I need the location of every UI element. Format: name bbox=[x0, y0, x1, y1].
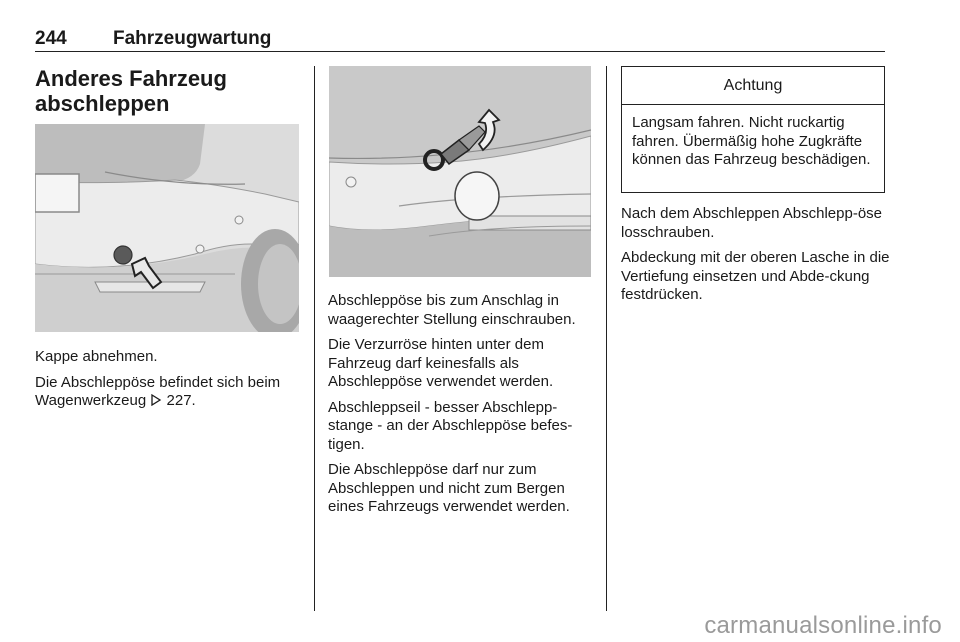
column-3-text bbox=[621, 205, 891, 312]
watermark: carmanualsonline.info bbox=[704, 612, 942, 639]
column-divider-1 bbox=[314, 66, 315, 611]
paragraph: Kappe abnehmen. bbox=[35, 348, 158, 365]
paragraph-text: Die Abschleppöse befindet sich beim Wagenwerkzeug bbox=[35, 373, 281, 409]
page-reference[interactable]: 227. bbox=[166, 392, 196, 409]
paragraph: Nach dem Abschleppen Abschlepp-öse losschrauben. bbox=[621, 205, 883, 241]
page-reference-arrow-icon[interactable] bbox=[150, 393, 162, 405]
column-2-text bbox=[328, 292, 593, 524]
warning-text: Langsam fahren. Nicht ruckartig fahren. Übermäßig hohe Zugkräfte können das Fahrzeug beschädigen. bbox=[632, 114, 871, 168]
page-header bbox=[35, 26, 885, 52]
rear-bumper-cap-illustration bbox=[35, 124, 299, 332]
warning-box bbox=[621, 66, 885, 193]
chapter-title: Fahrzeugwartung bbox=[113, 28, 272, 49]
warning-title: Achtung bbox=[622, 67, 884, 105]
tow-eye-installation-illustration bbox=[329, 66, 591, 277]
figure-tow-eye-installation bbox=[329, 66, 591, 277]
page-number: 244 bbox=[35, 28, 67, 49]
paragraph: Die Verzurröse hinten unter dem Fahrzeug darf keinesfalls als Abschleppöse verwendet werden. bbox=[328, 336, 554, 390]
paragraph: Abschleppseil - besser Abschlepp-stange - an der Abschleppöse befes-tigen. bbox=[328, 398, 573, 453]
column-divider-2 bbox=[606, 66, 607, 611]
paragraph: Abschleppöse bis zum Anschlag in waagerechter Stellung einschrauben. bbox=[328, 292, 576, 328]
section-title: Anderes Fahrzeug abschleppen bbox=[35, 66, 227, 116]
paragraph-with-reference bbox=[35, 374, 303, 411]
column-1-text bbox=[35, 348, 303, 418]
paragraph: Abdeckung mit der oberen Lasche in die Vertiefung einsetzen und Abde-ckung festdrücken. bbox=[621, 249, 890, 303]
paragraph: Die Abschleppöse darf nur zum Abschleppen und nicht zum Bergen eines Fahrzeugs verwendet werden. bbox=[328, 461, 570, 515]
figure-rear-bumper-cap bbox=[35, 124, 299, 332]
